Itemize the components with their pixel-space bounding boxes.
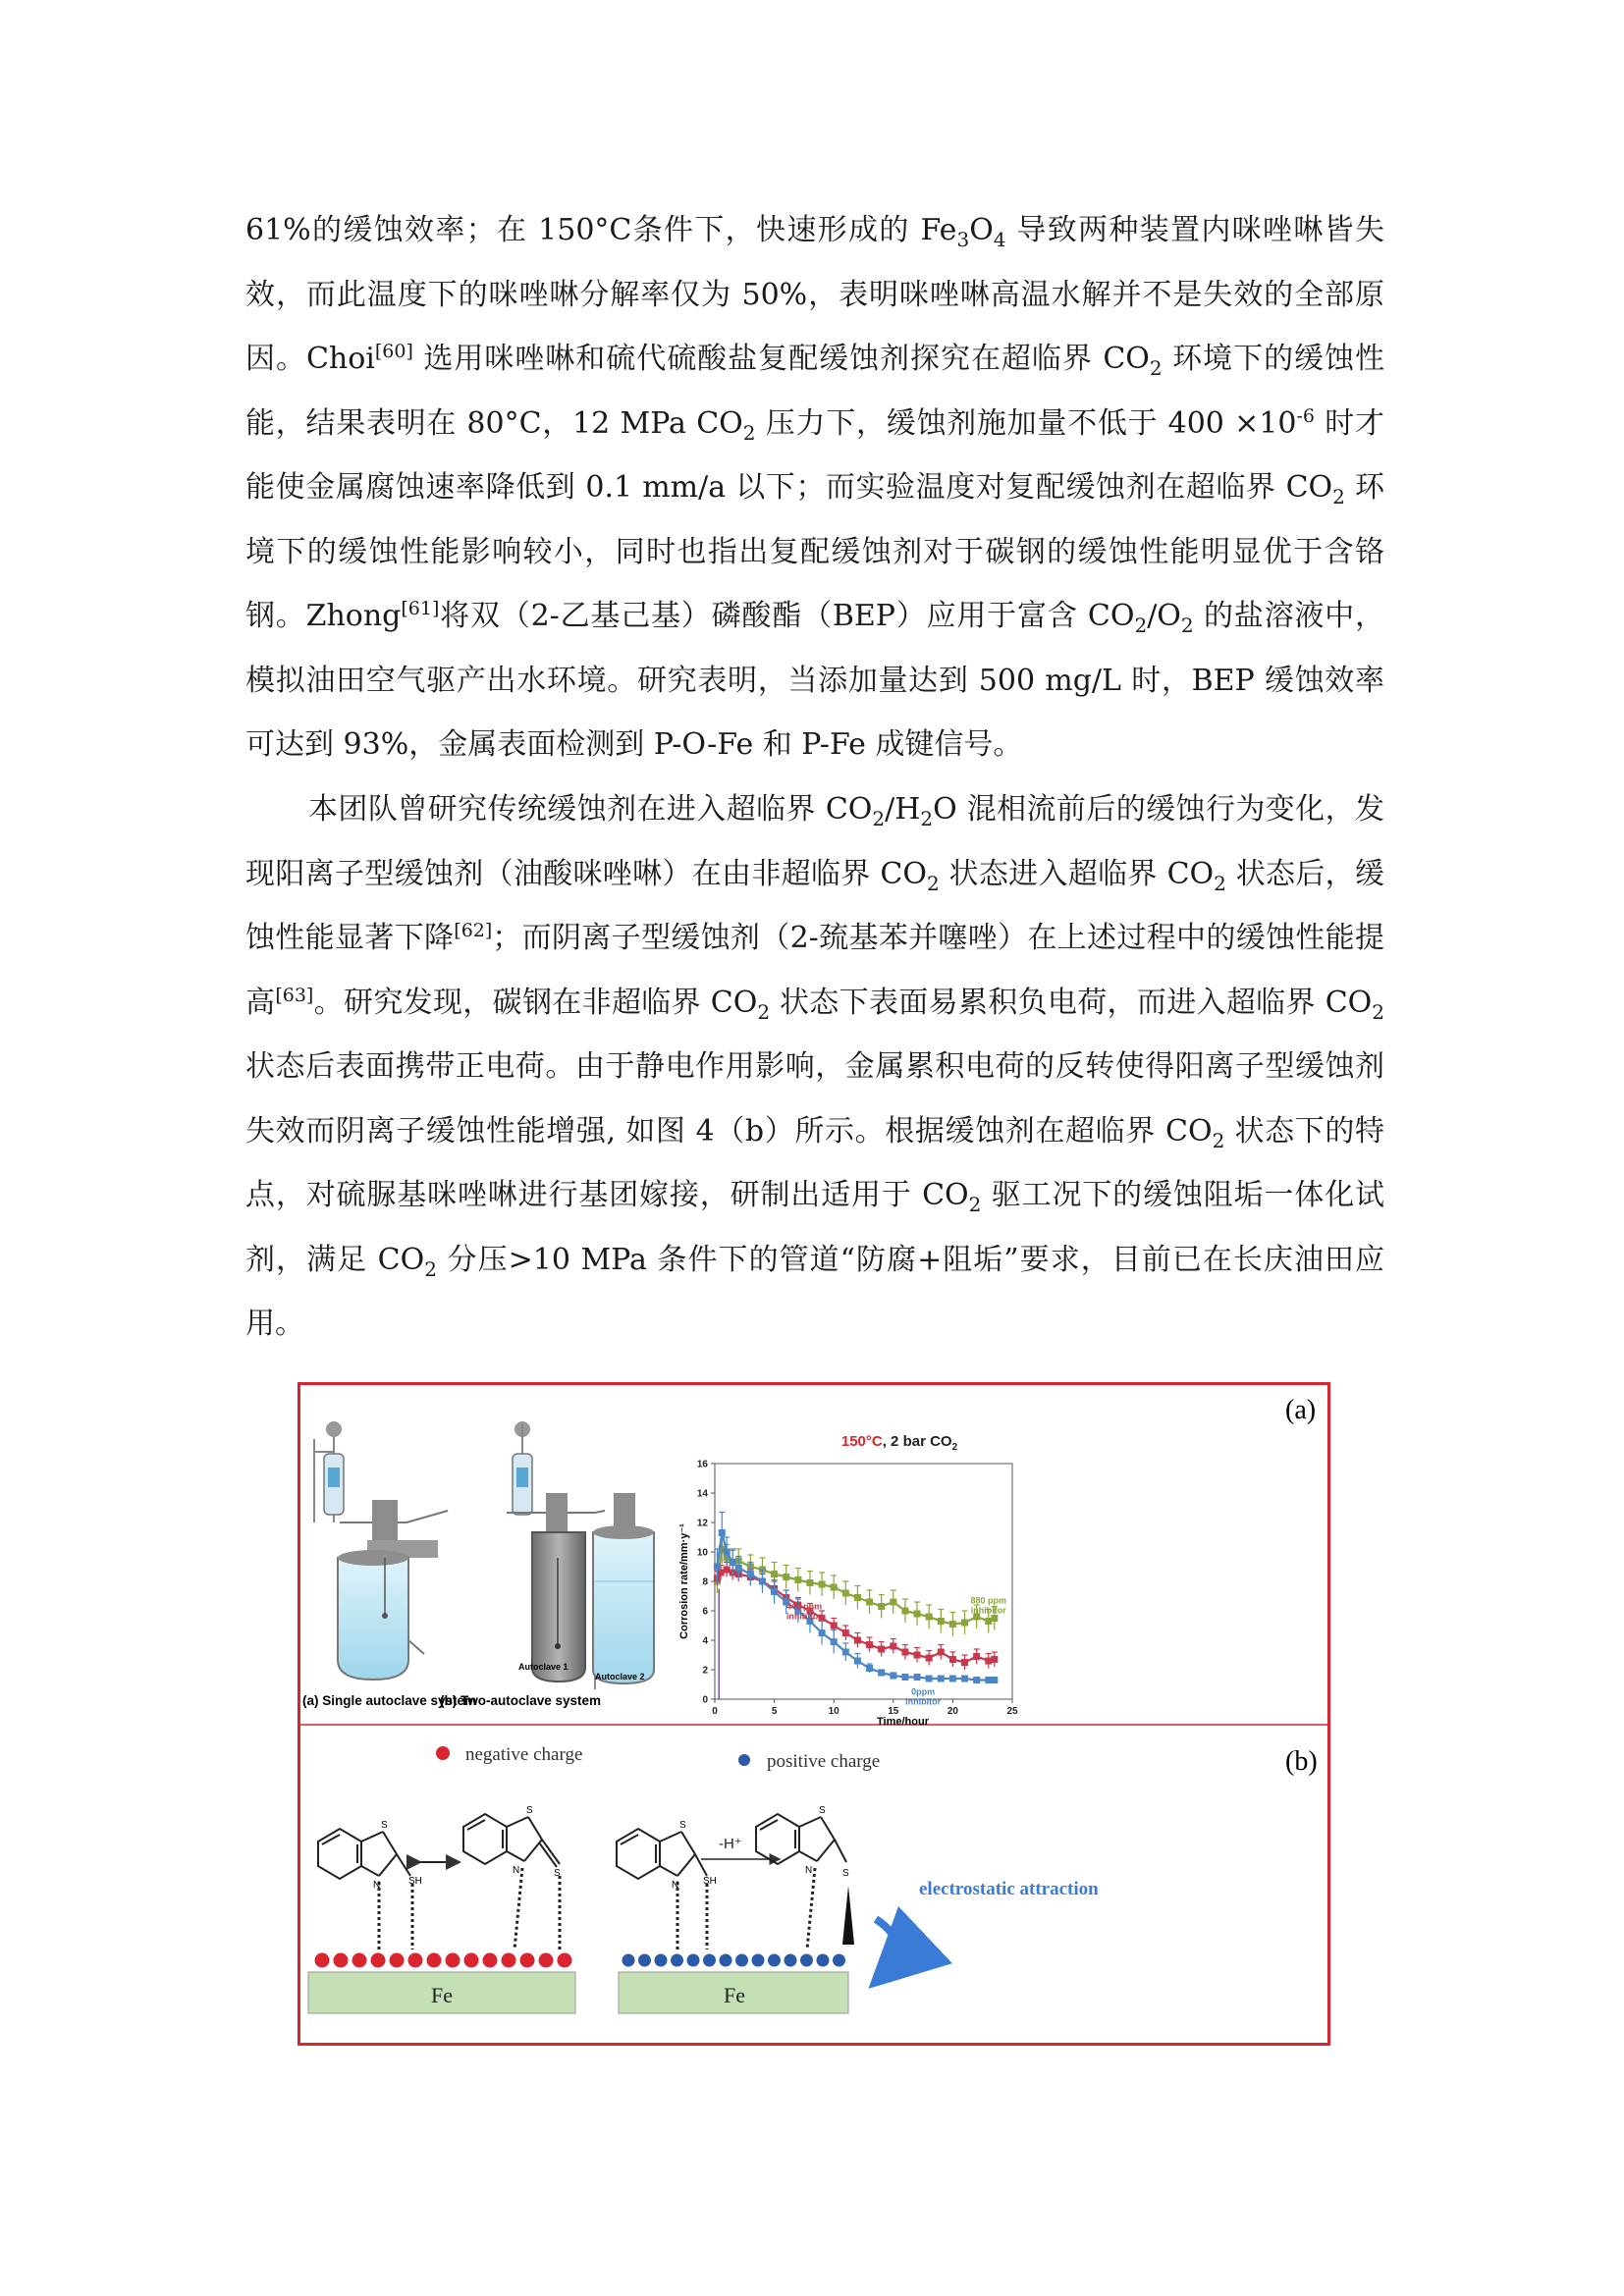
negative-charge-legend-icon: [436, 1746, 450, 1760]
y-tick-label: 10: [696, 1547, 708, 1559]
atom-s-1: S: [381, 1820, 388, 1831]
electrostatic-arrow: [876, 1919, 896, 1978]
panel-b-label: (b): [1285, 1746, 1318, 1777]
atom-s-6: S: [842, 1868, 849, 1879]
series-label: 880 ppm: [970, 1595, 1007, 1606]
negative-charge-dot: [334, 1953, 349, 1968]
data-point: [878, 1646, 885, 1653]
data-point: [901, 1608, 908, 1615]
caption-two-autoclave: (b) Two-autoclave system: [440, 1693, 602, 1708]
data-point: [961, 1676, 968, 1682]
y-tick-label: 6: [702, 1606, 708, 1618]
x-tick-label: 5: [771, 1706, 778, 1717]
positive-charge-dot: [623, 1954, 635, 1967]
citation-61[interactable]: [61]: [401, 598, 440, 619]
x-tick-label: 0: [712, 1706, 718, 1717]
negative-charge-dot: [315, 1953, 330, 1968]
positive-charge-dot: [638, 1954, 651, 1967]
legend-positive-charge: positive charge: [767, 1751, 881, 1772]
y-tick-label: 16: [696, 1459, 708, 1470]
data-point: [747, 1571, 754, 1577]
series-label: 440 ppm: [785, 1601, 823, 1612]
x-tick-label: 10: [828, 1706, 839, 1717]
data-point: [831, 1638, 838, 1645]
data-point: [949, 1656, 956, 1663]
negative-charge-layer: [315, 1953, 572, 1968]
mbt-thiol-molecule-right: [617, 1829, 707, 1949]
negative-charge-dot: [483, 1953, 498, 1968]
data-point: [866, 1641, 873, 1648]
data-point: [831, 1623, 838, 1629]
data-point: [890, 1643, 896, 1650]
series-label-sub: inhibitor: [970, 1605, 1006, 1616]
negative-charge-dot: [446, 1953, 460, 1968]
positive-charge-layer: [623, 1954, 846, 1967]
atom-s-5: S: [819, 1805, 826, 1816]
atom-n-2: N: [513, 1865, 520, 1876]
data-point: [938, 1649, 945, 1656]
data-point: [973, 1677, 980, 1683]
data-point: [724, 1567, 731, 1574]
chart-y-axis-label: Corrosion rate/mm·y⁻¹: [678, 1523, 690, 1639]
negative-charge-dot: [520, 1953, 535, 1968]
data-point: [926, 1614, 933, 1621]
atom-n-4: N: [805, 1865, 813, 1876]
mbt-thione-molecule-left: [463, 1814, 560, 1949]
atom-s-2: S: [526, 1805, 533, 1816]
y-tick-label: 14: [696, 1488, 708, 1500]
paragraph-1: 61%的缓蚀效率；在 150°C条件下，快速形成的 $Fe_3O_4$ 导致两种装置内咪唑啉皆失效，而此温度下的咪唑啉分解率仅为 50%，表明咪唑啉高温水解并不是失效的全部原因。Choi[60] 选用咪唑啉和硫代硫酸盐复配缓蚀剂探究在超临界 $CO_2$ 环境下的缓蚀性能，结果表明在 80°C，12 MPa $CO_2$ 压力下，缓蚀剂施加量不低于 $400 \times 10^{-6}$ 时才能使金属腐蚀速率降低到 0.1 mm/a 以下；而实验温度对复配缓蚀剂在超临界 $CO_2$ 环境下的缓蚀性能影响较小，同时也指出复配缓蚀剂对于碳钢的缓蚀性能明显优于含铬钢。Zhong[61]将双（2-乙基己基）磷酸酯（BEP）应用于富含 $CO_2/O_2$ 的盐溶液中，模拟油田空气驱产出水环境。研究表明，当添加量达到 500 mg/L 时，BEP 缓蚀效率可达到 93%，金属表面检测到 P-O-Fe 和 P-Fe 成键信号。: [245, 213, 1384, 762]
fe-label-right: Fe: [724, 1983, 745, 2007]
data-point: [724, 1549, 731, 1556]
data-point: [949, 1621, 956, 1628]
corrosion-rate-chart: [678, 1433, 1018, 1728]
positive-charge-dot: [720, 1954, 732, 1967]
data-point: [718, 1570, 725, 1576]
citation-63[interactable]: [63]: [275, 984, 314, 1006]
y-tick-label: 2: [702, 1665, 708, 1677]
autoclave-2-label: Autoclave 2: [595, 1672, 645, 1682]
electrostatic-attraction-label: electrostatic attraction: [919, 1879, 1099, 1899]
chart-title: 150°C, 2 bar $CO_2$: [840, 1433, 958, 1453]
data-point: [914, 1611, 921, 1618]
data-point: [842, 1629, 849, 1636]
positive-charge-dot: [800, 1954, 813, 1967]
two-autoclave-illustration: [507, 1421, 654, 1689]
positive-charge-legend-icon: [738, 1754, 750, 1766]
mbt-thiolate-molecule-right: [756, 1814, 846, 1949]
negative-charge-dot: [558, 1953, 572, 1968]
data-point: [866, 1665, 873, 1672]
y-tick-label: 8: [702, 1576, 708, 1588]
atom-s-3: S: [554, 1868, 561, 1879]
data-point: [991, 1656, 998, 1663]
data-point: [854, 1637, 861, 1644]
positive-charge-dot: [785, 1954, 797, 1967]
data-point: [831, 1584, 838, 1591]
y-tick-label: 0: [702, 1694, 708, 1706]
positive-charge-dot: [655, 1954, 668, 1967]
negative-charge-dot: [539, 1953, 554, 1968]
series-label-sub: inhibitor: [905, 1696, 942, 1707]
data-point: [890, 1673, 896, 1680]
group-sh-1: SH: [408, 1876, 422, 1887]
atom-n-1: N: [373, 1880, 381, 1891]
positive-charge-dot: [671, 1954, 683, 1967]
data-point: [854, 1658, 861, 1665]
positive-charge-dot: [752, 1954, 765, 1967]
atom-n-3: N: [672, 1880, 679, 1891]
data-point: [938, 1618, 945, 1625]
data-point: [783, 1574, 789, 1580]
data-point: [759, 1578, 766, 1585]
data-point: [991, 1615, 998, 1622]
positive-charge-dot: [833, 1954, 845, 1967]
atom-s-4: S: [679, 1820, 686, 1831]
series-label: 0ppm: [911, 1686, 936, 1697]
data-point: [949, 1676, 956, 1682]
data-point: [985, 1618, 992, 1625]
data-point: [878, 1603, 885, 1610]
negative-charge-dot: [464, 1953, 479, 1968]
caption-single-autoclave: (a) Single autoclave system: [302, 1693, 477, 1708]
negative-charge-dot: [352, 1953, 367, 1968]
data-point: [973, 1653, 980, 1660]
legend-negative-charge: negative charge: [465, 1744, 583, 1765]
data-point: [985, 1658, 992, 1665]
y-tick-label: 12: [696, 1518, 708, 1529]
data-point: [926, 1655, 933, 1662]
data-point: [735, 1565, 742, 1572]
x-tick-label: 25: [1006, 1706, 1018, 1717]
fe-label-left: Fe: [431, 1983, 453, 2007]
data-point: [991, 1677, 998, 1683]
data-point: [819, 1581, 826, 1588]
data-point: [714, 1564, 721, 1571]
chart-x-axis-label: Time/hour: [877, 1716, 929, 1728]
data-point: [819, 1629, 826, 1636]
positive-charge-dot: [817, 1954, 830, 1967]
single-autoclave-illustration: [314, 1421, 448, 1680]
negative-charge-dot: [427, 1953, 442, 1968]
series-label-sub: inhibitor: [785, 1611, 822, 1622]
data-point: [914, 1652, 921, 1659]
data-point: [806, 1579, 813, 1586]
positive-charge-dot: [687, 1954, 700, 1967]
citation-60[interactable]: [60]: [374, 341, 413, 362]
data-point: [926, 1676, 933, 1682]
group-sh-2: SH: [703, 1876, 717, 1887]
data-point: [842, 1590, 849, 1597]
data-point: [771, 1588, 778, 1595]
x-tick-label: 15: [888, 1706, 899, 1717]
negative-charge-dot: [502, 1953, 516, 1968]
mbt-thiol-molecule-left: [318, 1829, 412, 1949]
data-point: [961, 1620, 968, 1627]
data-point: [878, 1670, 885, 1677]
figure-4: [298, 1382, 1330, 2046]
paragraph-2: 本团队曾研究传统缓蚀剂在进入超临界 $CO_2/H_2O$ 混相流前后的缓蚀行为变化，发现阳离子型缓蚀剂（油酸咪唑啉）在由非超临界 $CO_2$ 状态进入超临界 $CO_2$ 状态后，缓蚀性能显著下降[62]；而阴离子型缓蚀剂（2-巯基苯并噻唑）在上述过程中的缓蚀性能提高[63]。研究发现，碳钢在非超临界 $CO_2$ 状态下表面易累积负电荷，而进入超临界 $CO_2$ 状态后表面携带正电荷。由于静电作用影响，金属累积电荷的反转使得阳离子型缓蚀剂失效而阴离子缓蚀性能增强, 如图 4（b）所示。根据缓蚀剂在超临界 $CO_2$ 状态下的特点，对硫脲基咪唑啉进行基团嫁接，研制出适用于 $CO_2$ 驱工况下的缓蚀阻垢一体化试剂，满足 $CO_2$ 分压>10 MPa 条件下的管道“防腐+阻垢”要求，目前已在长庆油田应用。: [245, 792, 1385, 1341]
data-point: [890, 1599, 896, 1606]
data-point: [985, 1677, 992, 1683]
data-point: [961, 1659, 968, 1666]
positive-charge-dot: [735, 1954, 748, 1967]
data-point: [730, 1559, 736, 1566]
data-point: [901, 1649, 908, 1656]
panel-a-label: (a): [1285, 1395, 1317, 1425]
positive-charge-dot: [768, 1954, 781, 1967]
data-point: [866, 1599, 873, 1606]
data-point: [914, 1674, 921, 1681]
data-point: [719, 1529, 726, 1536]
autoclave-1-label: Autoclave 1: [518, 1662, 568, 1672]
x-tick-label: 20: [947, 1706, 958, 1717]
y-tick-label: 4: [702, 1635, 708, 1647]
negative-charge-dot: [371, 1953, 386, 1968]
negative-charge-dot: [408, 1953, 423, 1968]
data-point: [842, 1649, 849, 1656]
negative-charge-dot: [390, 1953, 405, 1968]
thiolate-bond-wedge: [842, 1886, 854, 1945]
positive-charge-dot: [703, 1954, 716, 1967]
data-point: [938, 1676, 945, 1682]
data-point: [794, 1576, 801, 1583]
deprotonation-label: -H⁺: [719, 1836, 742, 1852]
data-point: [771, 1571, 778, 1577]
data-point: [901, 1674, 908, 1681]
data-point: [854, 1594, 861, 1601]
citation-62[interactable]: [62]: [454, 920, 493, 941]
